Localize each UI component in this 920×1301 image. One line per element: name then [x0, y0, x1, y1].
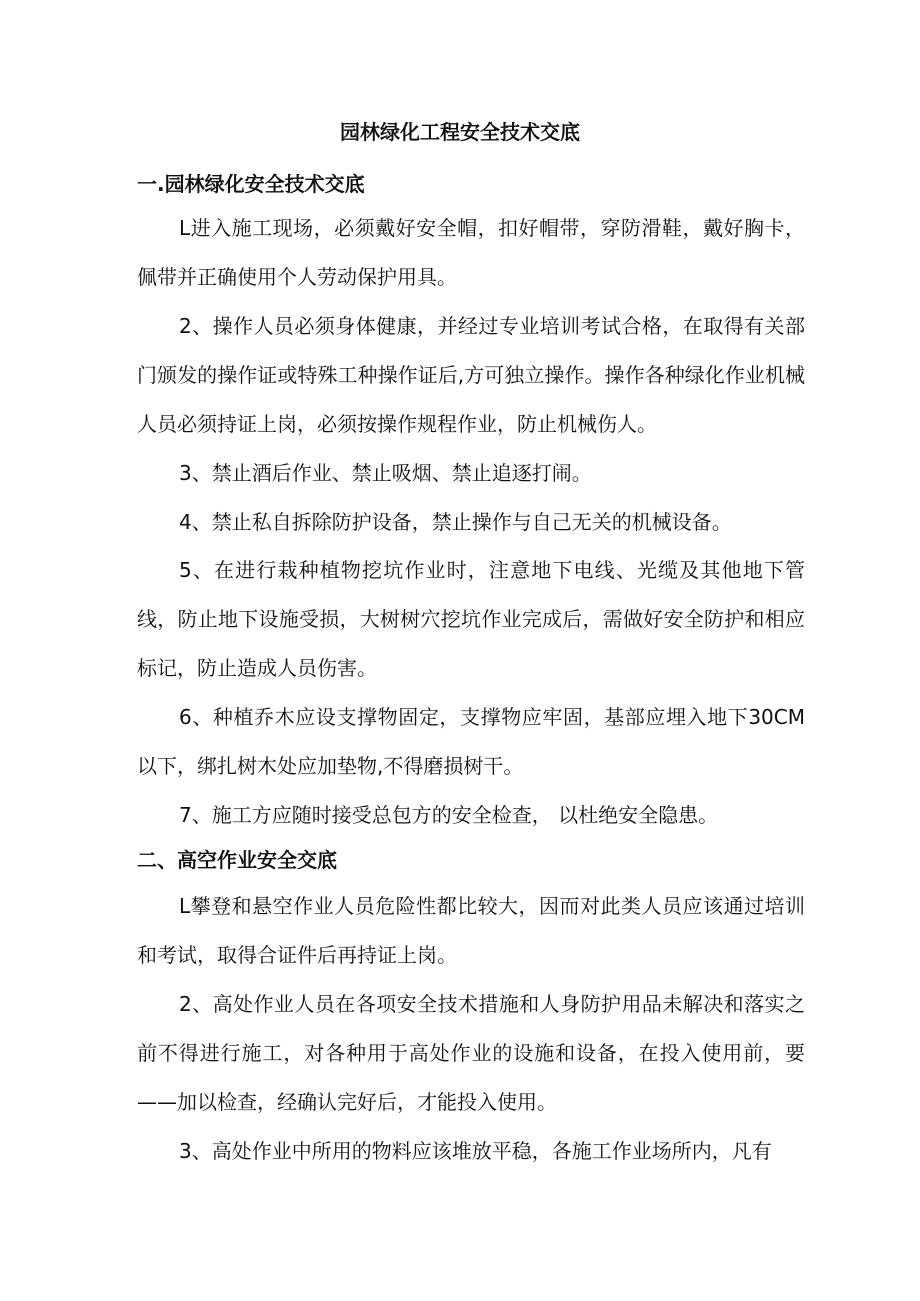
- paragraph-2-1: L攀登和悬空作业人员危险性都比较大，因而对此类人员应该通过培训和考试，取得合证件后再持证上岗。: [137, 894, 805, 967]
- paragraph-1-5: 5、在进行栽种植物挖坑作业时，注意地下电线、光缆及其他地下管线，防止地下设施受损，大树树穴挖坑作业完成后，需做好安全防护和相应标记，防止造成人员伤害。: [137, 558, 805, 680]
- paragraph-2-3: 3、高处作业中所用的物料应该堆放平稳，各施工作业场所内，凡有: [179, 1139, 772, 1163]
- section-heading-1: 一.园林绿化安全技术交底: [137, 172, 365, 196]
- document-title: 园林绿化工程安全技术交底: [340, 120, 580, 144]
- paragraph-1-4: 4、禁止私自拆除防护设备，禁止操作与自己无关的机械设备。: [179, 510, 732, 534]
- paragraph-2-2: 2、高处作业人员在各项安全技术措施和人身防护用品未解决和落实之前不得进行施工，对各种用于高处作业的设施和设备，在投入使用前，要——加以检查，经确认完好后，才能投入使用。: [137, 992, 805, 1114]
- paragraph-1-3: 3、禁止酒后作业、禁止吸烟、禁止追逐打闹。: [179, 461, 592, 485]
- paragraph-1-2: 2、操作人员必须身体健康，并经过专业培训考试合格，在取得有关部门颁发的操作证或特殊工种操作证后,方可独立操作。操作各种绿化作业机械人员必须持证上岗，必须按操作规程作业，防止机械伤人。: [137, 314, 805, 436]
- paragraph-1-7: 7、施工方应随时接受总包方的安全检查， 以杜绝安全隐患。: [179, 803, 719, 827]
- paragraph-1-6: 6、种植乔木应设支撑物固定，支撑物应牢固，基部应埋入地下30CM以下，绑扎树木处应加垫物,不得磨损树干。: [137, 705, 805, 778]
- paragraph-1-1: L进入施工现场，必须戴好安全帽，扣好帽带，穿防滑鞋，戴好胸卡，佩带并正确使用个人劳动保护用具。: [137, 216, 805, 289]
- section-heading-2: 二、高空作业安全交底: [137, 848, 337, 872]
